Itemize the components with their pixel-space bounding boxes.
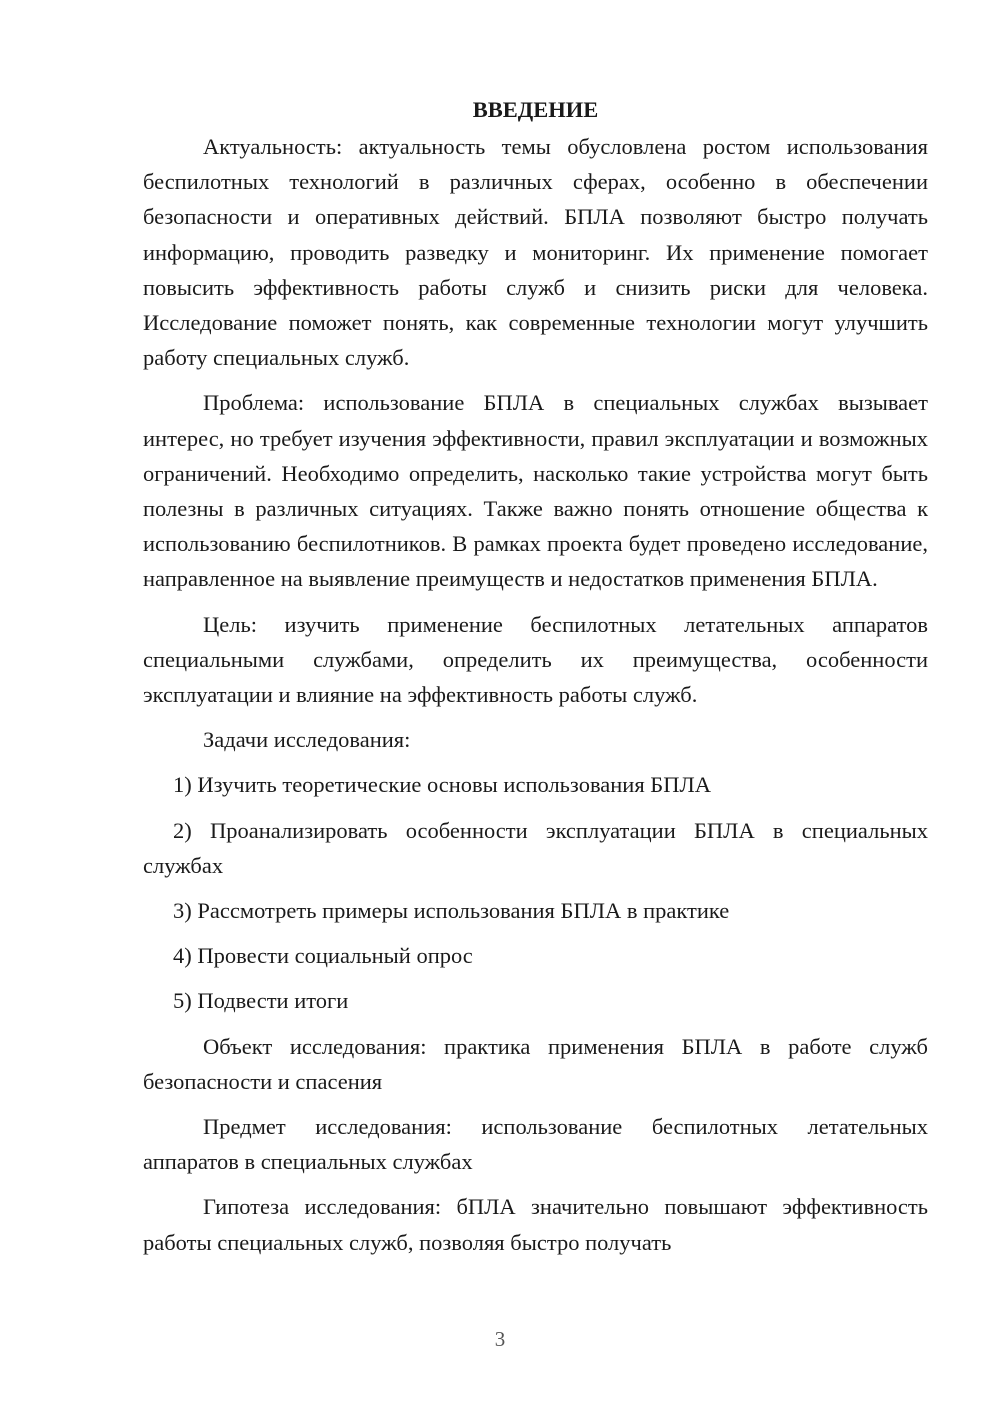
paragraph-goal: Цель: изучить применение беспилотных летательных аппаратов специальными службами, определить их преимущества, особенности эксплуатации и влияние на эффективность работы служб.	[143, 611, 928, 708]
section-heading: ВВЕДЕНИЕ	[472, 97, 599, 122]
task-item: 2) Проанализировать особенности эксплуатации БПЛА в специальных службах	[143, 817, 928, 878]
paragraph-hypothesis: Гипотеза исследования: бПЛА значительно повышают эффективность работы специальных служб, позволяя быстро получать	[143, 1194, 928, 1255]
task-list	[143, 767, 928, 1018]
paragraph-relevance: Актуальность: актуальность темы обусловлена ростом использования беспилотных технологий в различных сферах, особенно в обеспечении безопасности и оперативных действий. БПЛА позволяют быстро получать информацию, проводить разведку и мониторинг. Их применение помогает повысить эффективность работы служб и снизить риски для человека. Исследование поможет понять, как современные технологии могут улучшить работу специальных служб.	[143, 134, 928, 371]
document-body	[143, 92, 928, 1260]
paragraph-problem: Проблема: использование БПЛА в специальных службах вызывает интерес, но требует изучения эффективности, правил эксплуатации и возможных ограничений. Необходимо определить, насколько такие устройства могут быть полезны в различных ситуациях. Также важно понять отношение общества к использованию беспилотников. В рамках проекта будет проведено исследование, направленное на выявление преимуществ и недостатков применения БПЛА.	[143, 390, 928, 592]
task-item: 1) Изучить теоретические основы использования БПЛА	[173, 772, 711, 798]
task-item: 5) Подвести итоги	[173, 988, 349, 1014]
page-number: 3	[494, 1327, 506, 1351]
paragraph-object: Объект исследования: практика применения БПЛА в работе служб безопасности и спасения	[143, 1033, 928, 1094]
tasks-title: Задачи исследования:	[203, 727, 411, 753]
task-item: 4) Провести социальный опрос	[173, 943, 473, 969]
task-item: 3) Рассмотреть примеры использования БПЛА в практике	[173, 898, 730, 924]
paragraph-subject: Предмет исследования: использование беспилотных летательных аппаратов в специальных службах	[143, 1114, 928, 1175]
